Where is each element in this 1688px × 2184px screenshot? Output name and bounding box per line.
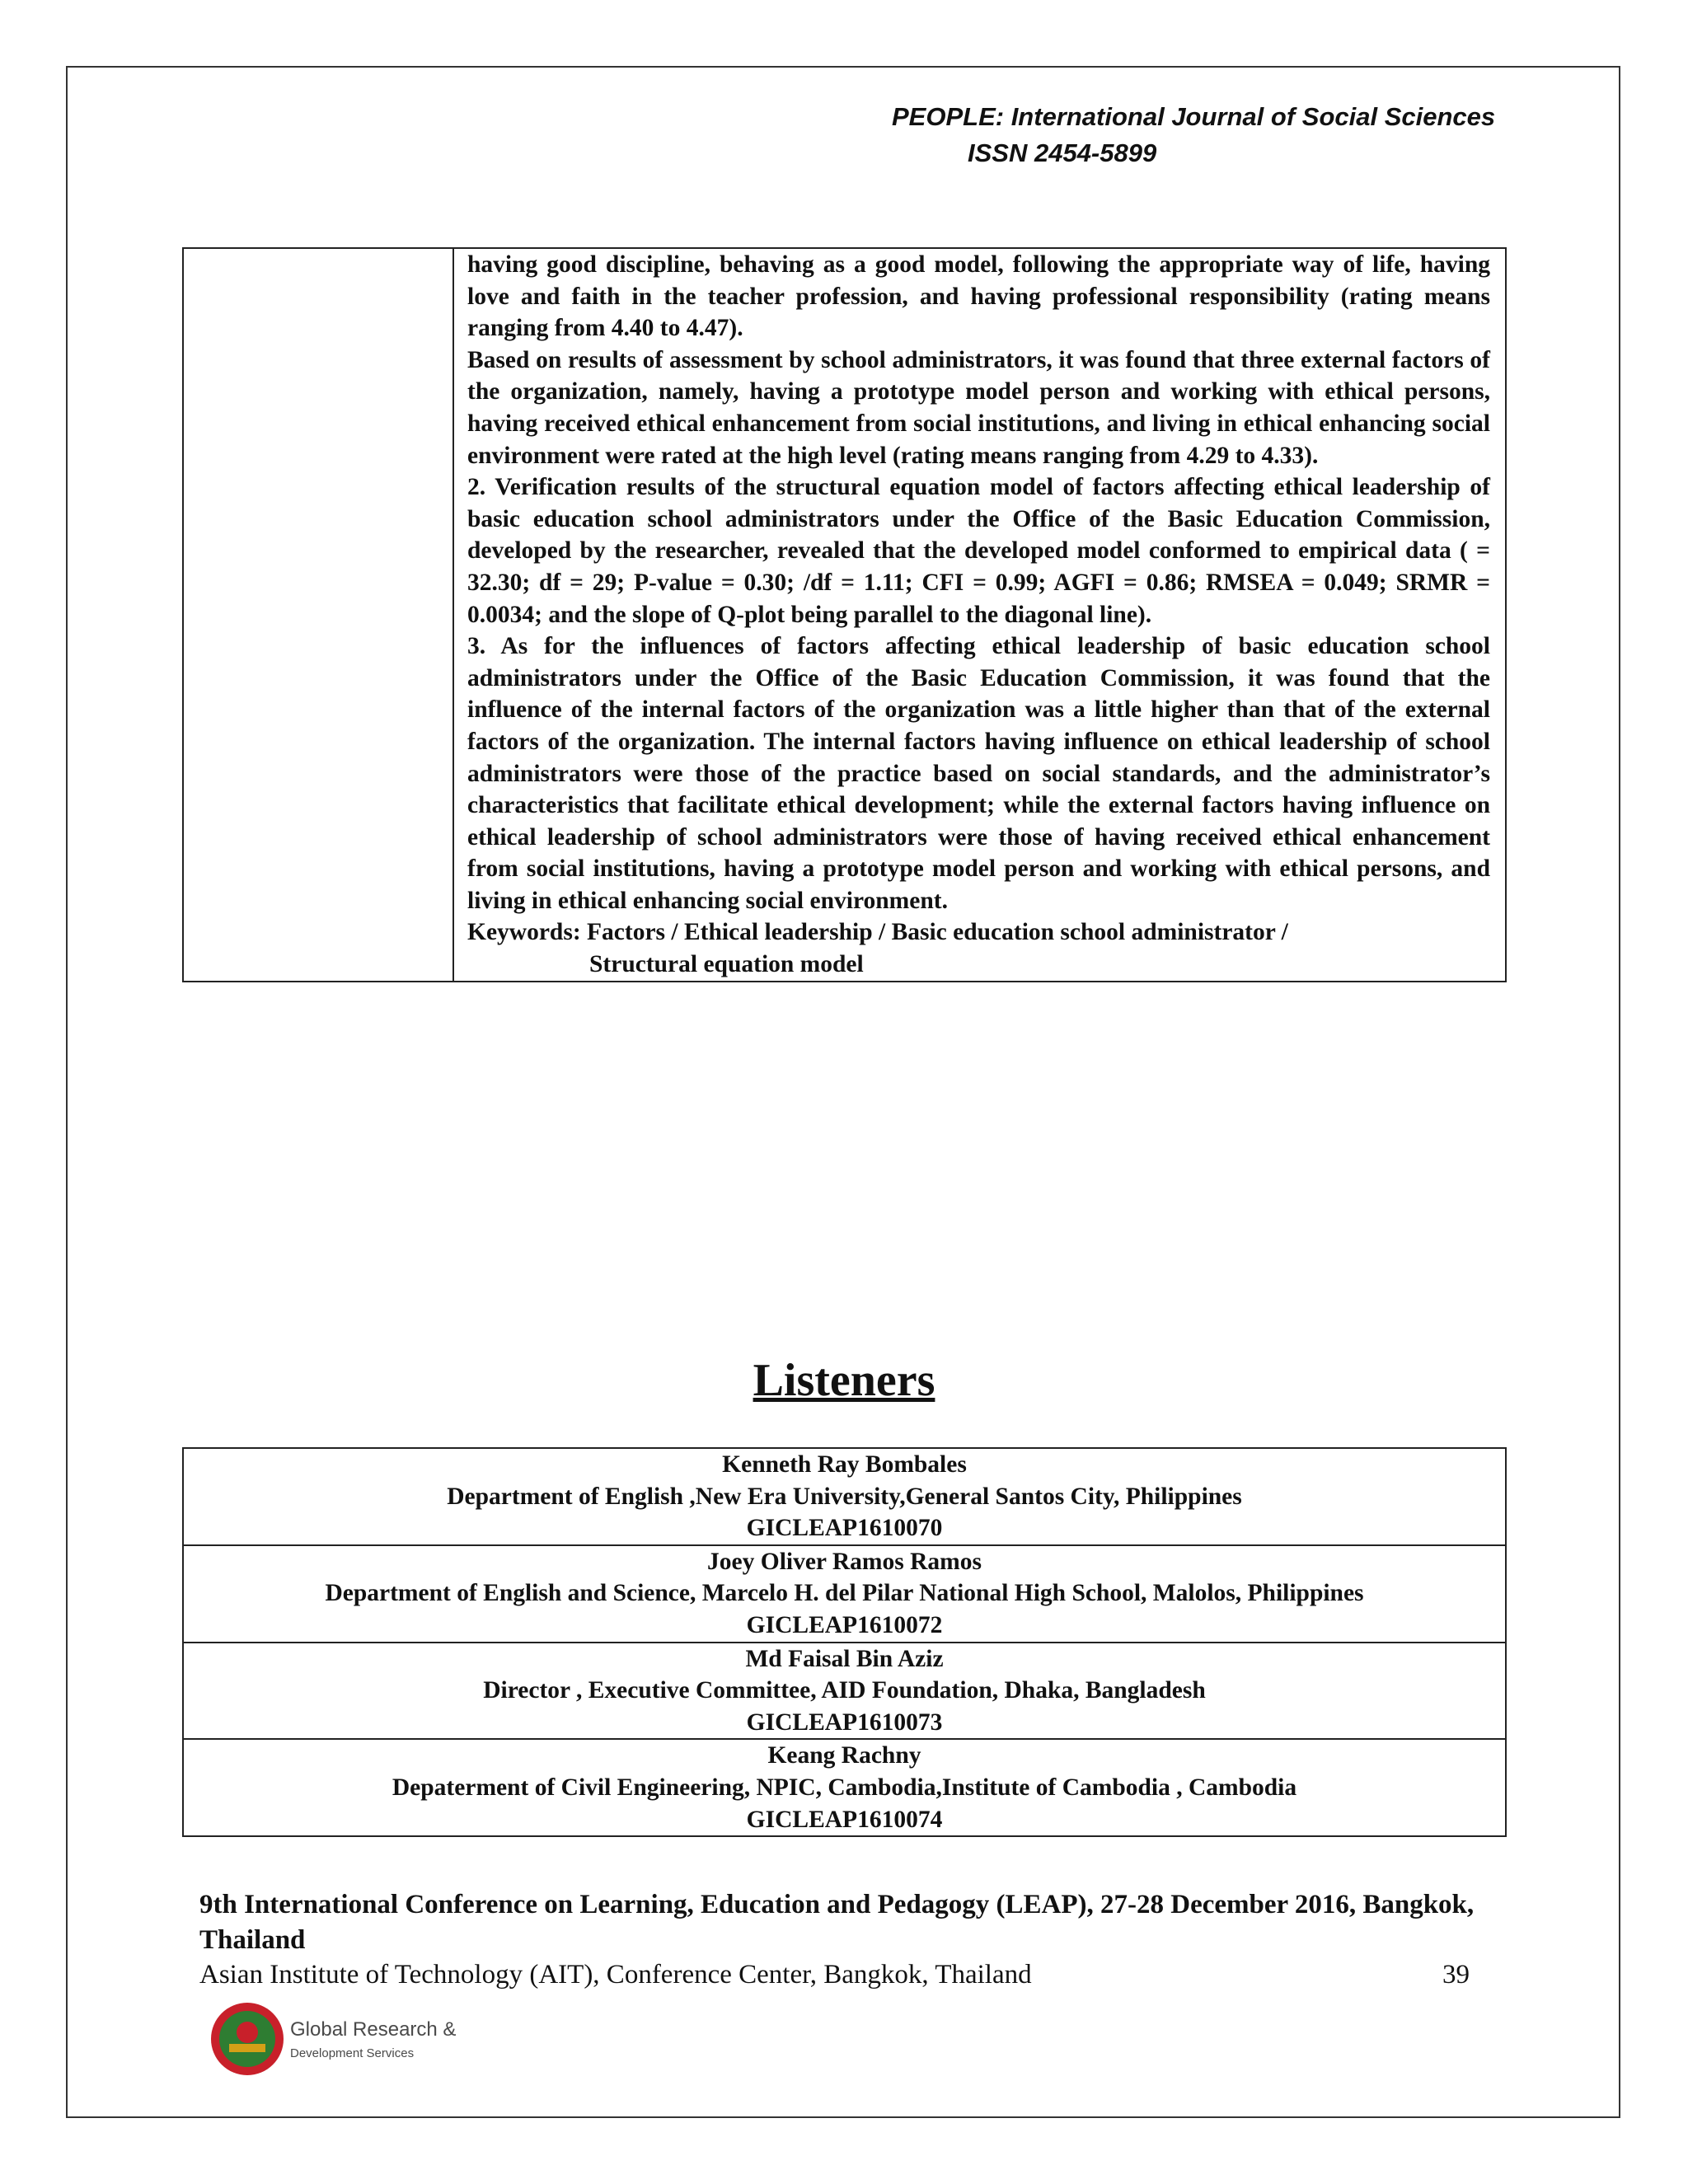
listener-name: Joey Oliver Ramos Ramos <box>707 1548 982 1575</box>
listener-cell <box>183 1545 1506 1643</box>
listener-affiliation: Department of English and Science, Marcelo H. del Pilar National High School, Malolos, Philippines <box>325 1580 1364 1607</box>
listener-code: GICLEAP1610073 <box>746 1708 943 1736</box>
logo-text-line1: Global Research & <box>290 2018 457 2041</box>
table-row <box>183 1739 1506 1836</box>
listener-cell <box>183 1739 1506 1836</box>
abstract-table <box>182 247 1507 982</box>
listener-affiliation: Director , Executive Committee, AID Foundation, Dhaka, Bangladesh <box>483 1677 1206 1704</box>
logo-text-line2: Development Services <box>290 2046 415 2060</box>
keywords-line: Structural equation model <box>589 951 864 978</box>
listener-code: GICLEAP1610072 <box>746 1611 943 1638</box>
abstract-text <box>454 249 1505 981</box>
listener-cell <box>183 1448 1506 1545</box>
keywords <box>467 916 1490 980</box>
page-number: 39 <box>1442 1960 1470 1990</box>
journal-header <box>892 99 1518 171</box>
abstract-label-cell <box>183 248 453 982</box>
listener-name: Keang Rachny <box>767 1742 921 1769</box>
abstract-paragraph: 2. Verification results of the structural equation model of factors affecting ethical leadership of basic education school administrators under the Office of the Basic Education Commission, developed by the researcher, revealed that the developed model conformed to empirical data ( = 32.30; df = 29; P-value = 0.30; /df = 1.11; CFI = 0.99; AGFI = 0.86; RMSEA = 0.049; SRMR = 0.0034; and the slope of Q-plot being parallel to the diagonal line). <box>467 474 1490 628</box>
table-row <box>183 1448 1506 1545</box>
table-row <box>183 1545 1506 1643</box>
journal-title: PEOPLE: International Journal of Social Sciences <box>892 102 1496 131</box>
footer-conference: 9th International Conference on Learning, Education and Pedagogy (LEAP), 27-28 December 2016, Bangkok, Thailand <box>199 1890 1475 1955</box>
abstract-row <box>183 248 1506 982</box>
listeners-heading: Listeners <box>753 1355 935 1406</box>
abstract-paragraph: having good discipline, behaving as a good model, following the appropriate way of life, having love and faith in the teacher profession, and having professional responsibility (rating means ranging from 4.40 to 4.47). <box>467 251 1490 342</box>
listener-affiliation: Depaterment of Civil Engineering, NPIC, Cambodia,Institute of Cambodia , Cambodia <box>392 1774 1297 1801</box>
listener-affiliation: Department of English ,New Era University,General Santos City, Philippines <box>447 1483 1242 1510</box>
listener-name: Md Faisal Bin Aziz <box>745 1645 944 1672</box>
abstract-paragraph: 3. As for the influences of factors affecting ethical leadership of basic education school administrators under the Office of the Basic Education Commission, it was found that the influence of the internal factors of the organization was a little higher than that of the external factors of the organization. The internal factors having influence on ethical leadership of school administrators were those of the practice based on social standards, and the administrator’s characteristics that facilitate ethical development; while the external factors having influence on ethical leadership of school administrators were those of having received ethical enhancement from social institutions, having a prototype model person and working with ethical persons, and living in ethical enhancing social environment. <box>467 633 1490 914</box>
listener-code: GICLEAP1610074 <box>746 1806 943 1833</box>
logo-emblem-icon <box>211 2003 284 2075</box>
listener-name: Kenneth Ray Bombales <box>722 1451 967 1478</box>
listener-cell <box>183 1643 1506 1740</box>
keywords-line: Keywords: Factors / Ethical leadership / Basic education school administrator / <box>467 919 1288 946</box>
abstract-text-cell <box>453 248 1506 982</box>
global-research-logo <box>208 1993 457 2085</box>
listeners-table <box>182 1447 1507 1837</box>
journal-issn: ISSN 2454-5899 <box>968 138 1157 167</box>
listener-code: GICLEAP1610070 <box>746 1515 943 1542</box>
footer-venue: Asian Institute of Technology (AIT), Conference Center, Bangkok, Thailand <box>199 1960 1032 1990</box>
abstract-paragraph: Based on results of assessment by school administrators, it was found that three external factors of the organization, namely, having a prototype model person and working with ethical persons, having received ethical enhancement from social institutions, and living in ethical enhancing social environment were rated at the high level (rating means ranging from 4.29 to 4.33). <box>467 346 1490 469</box>
table-row <box>183 1643 1506 1740</box>
